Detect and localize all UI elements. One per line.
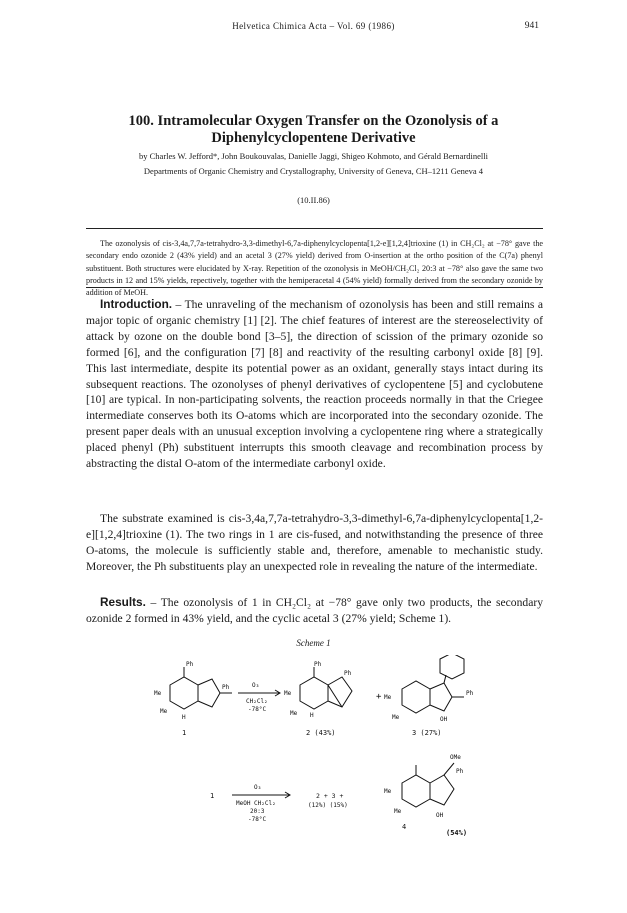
atom-label: Me bbox=[154, 690, 162, 697]
scheme-caption: Scheme 1 bbox=[296, 638, 331, 648]
article-title: 100. Intramolecular Oxygen Transfer on the Ozonolysis of a Diphenylcyclopentene Derivative bbox=[128, 113, 499, 146]
atom-label: Me bbox=[290, 710, 298, 717]
introduction-heading: Introduction. bbox=[100, 297, 173, 311]
compound-2-label: 2 (43%) bbox=[306, 729, 336, 737]
results-text: – The ozonolysis of 1 in CH₂Cl₂ at −78° gave only two products, the secondary ozonide 2 formed in 43% yield, and the cyclic acetal 3 (27% yield; Scheme 1). bbox=[86, 596, 543, 625]
reagent-solvent: MeOH CH₂Cl₂ bbox=[236, 800, 276, 807]
abstract-top-rule bbox=[86, 228, 543, 229]
running-head bbox=[0, 21, 627, 35]
atom-label: H bbox=[182, 714, 186, 721]
compound-1-label: 1 bbox=[182, 729, 187, 737]
journal-name: Helvetica Chimica Acta – Vol. 69 (1986) bbox=[232, 21, 395, 31]
reagent-solvent: CH₂Cl₂ bbox=[246, 698, 268, 705]
atom-label: H bbox=[310, 712, 314, 719]
reagent-ozone: O₃ bbox=[252, 682, 260, 689]
affiliation: Departments of Organic Chemistry and Crystallography, University of Geneva, CH–1211 Geneva 4 bbox=[143, 166, 484, 176]
reagent-ratio: 20:3 bbox=[250, 808, 265, 815]
atom-label: Ph bbox=[314, 661, 322, 668]
atom-label: Me bbox=[160, 708, 168, 715]
atom-label: OH bbox=[436, 812, 444, 819]
author-list: by Charles W. Jefford*, John Boukouvalas, Danielle Jaggi, Shigeo Kohmoto, and Gérald Bernardinelli bbox=[139, 151, 488, 161]
compound-3-label: 3 (27%) bbox=[412, 729, 442, 737]
reagent-temperature: -78°C bbox=[248, 706, 267, 713]
introduction-text: – The unraveling of the mechanism of ozonolysis has been and still remains a major topic of organic chemistry [1] [2]. The chief features of interest are the stereoselectivity of attack by ozone on the double bond [3–5], the direction of scission of the primary ozonide so formed [6], and the configuration [7] [8] and reactivity of the resulting carbonyl oxide [8] [9]. This last intermediate, despite its potential power as an oxidant, generally stays intact during its subsequent reactions. The ozonolyses of phenyl derivatives of cyclopentene [5] and cyclobutene [10] are typical. In non-participating solvents, the reaction proceeds normally in that the Criegee intermediate conserves both its O-atoms which are incorporated into the secondary ozonide. The present paper deals with an unusual exception involving a cyclopentene ring where a strategically placed phenyl (Ph) substituent interrupts this smooth cleavage and recombination process by abstracting the distal O-atom of the intermediate carbonyl oxide. bbox=[86, 298, 543, 471]
atom-label: Me bbox=[392, 714, 400, 721]
compound-1-label: 1 bbox=[210, 792, 215, 800]
reaction-scheme bbox=[140, 655, 510, 895]
atom-label: Me bbox=[384, 694, 392, 701]
compound-3-structure bbox=[402, 655, 464, 713]
compound-4-structure bbox=[402, 763, 454, 807]
atom-label: Ph bbox=[456, 768, 464, 775]
page-number: 941 bbox=[524, 21, 539, 31]
atom-label: Ph bbox=[344, 670, 352, 677]
substrate-paragraph: The substrate examined is cis-3,4a,7,7a-tetrahydro-3,3-dimethyl-6,7a-diphenylcyclopenta[1,2-e][1,2,4]trioxine (1). The two rings in 1 are cis-fused, and notwithstanding the presence of three O-atoms, the molecule is sufficiently stable and, therefore, amenable to mechanistic study. Moreover, the Ph substituents play an unexpected role in revealing the nature of the intermediate. bbox=[86, 512, 543, 573]
atom-label: Ph bbox=[186, 661, 194, 668]
results-heading: Results. bbox=[100, 595, 146, 609]
results-paragraph bbox=[86, 595, 543, 627]
received-date: (10.II.86) bbox=[297, 195, 330, 205]
products-yields: (12%) (15%) bbox=[308, 802, 348, 809]
compound-4-yield: (54%) bbox=[446, 829, 468, 837]
reagent-ozone: O₃ bbox=[254, 784, 262, 791]
abstract: The ozonolysis of cis-3,4a,7,7a-tetrahydro-3,3-dimethyl-6,7a-diphenylcyclopenta[1,2-e][1,2,4]trioxine (1) in CH₂Cl₂ at −78° gave the secondary endo ozonide 2 (43% yield) and an acetal 3 (27% yield) derived from O-insertion at the ortho position of the C(7a) phenyl substituent. Both structures were elucidated by X-ray. Repetition of the ozonolysis in MeOH/CH₂Cl₂ 20:3 at −78° also gave the same two products in 12 and 15% yields, repectively, together with the hemiperacetal 4 (54% yield) formally derived from the secondary ozonide by addition of MeOH. bbox=[86, 239, 543, 298]
products-line: 2 + 3 + bbox=[316, 792, 344, 800]
abstract-bottom-rule bbox=[86, 287, 543, 288]
reagent-temperature: -78°C bbox=[248, 816, 267, 823]
atom-label: Me bbox=[394, 808, 402, 815]
atom-label: OMe bbox=[450, 754, 461, 761]
atom-label: Ph bbox=[222, 684, 230, 691]
plus-sign: + bbox=[376, 692, 382, 702]
introduction-paragraph bbox=[86, 297, 543, 472]
atom-label: OH bbox=[440, 716, 448, 723]
atom-label: Me bbox=[284, 690, 292, 697]
atom-label: Ph bbox=[466, 690, 474, 697]
compound-4-label: 4 bbox=[402, 823, 407, 831]
atom-label: Me bbox=[384, 788, 392, 795]
